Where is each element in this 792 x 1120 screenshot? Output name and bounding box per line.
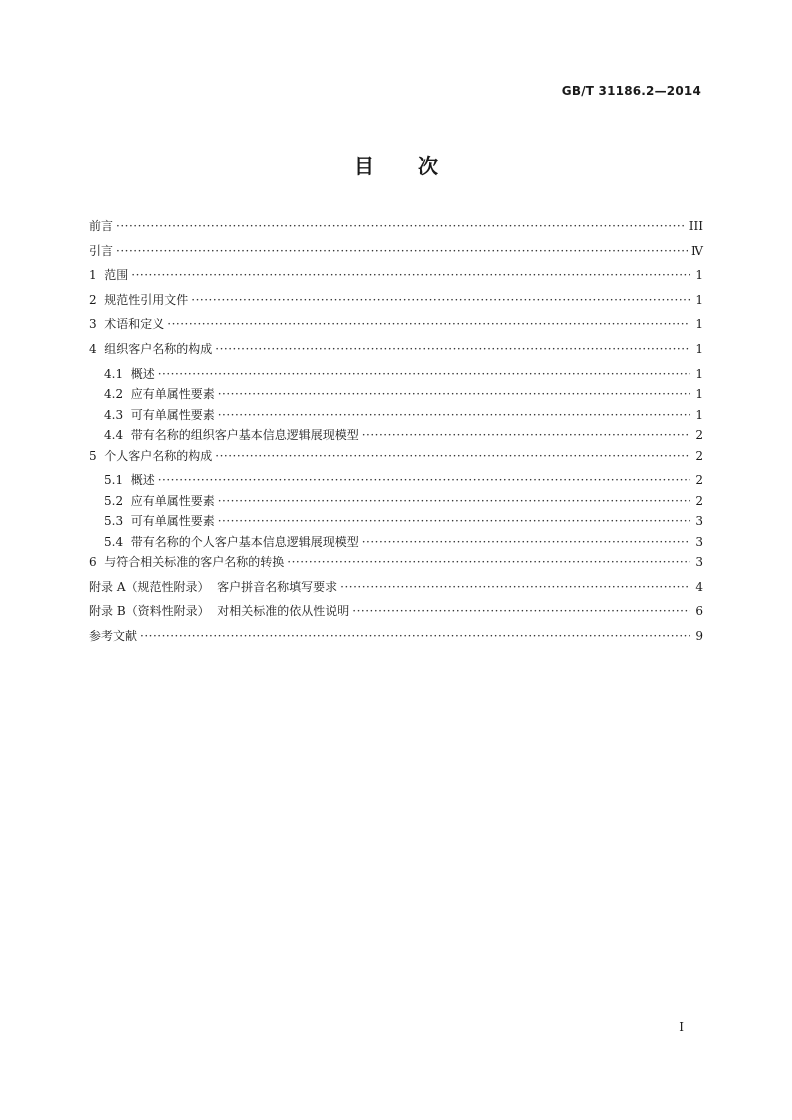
table-of-contents bbox=[89, 216, 703, 651]
toc-entry-page: 1 bbox=[695, 292, 703, 307]
toc-leader bbox=[158, 470, 690, 490]
toc-leader bbox=[218, 491, 690, 511]
page-number: I bbox=[679, 1020, 684, 1034]
toc-leader bbox=[158, 364, 690, 384]
toc-entry-page: Ⅳ bbox=[691, 243, 703, 258]
toc-entry-page: 2 bbox=[695, 428, 703, 443]
toc-entry[interactable] bbox=[89, 601, 703, 626]
toc-entry-label: 带有名称的组织客户基本信息逻辑展现模型 bbox=[130, 428, 359, 443]
toc-entry-page: 1 bbox=[695, 268, 703, 283]
toc-entry-page: 3 bbox=[695, 514, 703, 529]
toc-entry-page: 3 bbox=[695, 534, 703, 549]
toc-leader bbox=[362, 425, 690, 445]
toc-entry[interactable] bbox=[89, 241, 703, 266]
toc-entry-page: 2 bbox=[695, 473, 703, 488]
toc-subentry[interactable] bbox=[89, 364, 703, 385]
toc-leader bbox=[116, 216, 686, 236]
toc-entry-label: 个人客户名称的构成 bbox=[104, 448, 213, 463]
toc-entry[interactable] bbox=[89, 265, 703, 290]
toc-subentry[interactable] bbox=[89, 384, 703, 405]
toc-entry-number: 3 bbox=[89, 317, 105, 332]
toc-entry-label: 参考文献 bbox=[89, 628, 138, 643]
toc-entry-label: 规范性引用文件 bbox=[104, 292, 189, 307]
toc-entry[interactable] bbox=[89, 626, 703, 651]
toc-leader bbox=[218, 405, 690, 425]
title-char-1: 目 bbox=[354, 154, 374, 178]
toc-leader bbox=[218, 511, 690, 531]
toc-entry-label: 应有单属性要素 bbox=[130, 387, 215, 402]
toc-entry[interactable] bbox=[89, 290, 703, 315]
toc-entry-number: 5.4 bbox=[104, 534, 131, 549]
toc-entry-label: 附录 A（规范性附录） 客户拼音名称填写要求 bbox=[89, 579, 338, 594]
toc-entry-page: 3 bbox=[695, 555, 703, 570]
toc-entry-label: 概述 bbox=[130, 473, 155, 488]
toc-entry-label: 带有名称的个人客户基本信息逻辑展现模型 bbox=[130, 534, 359, 549]
toc-leader bbox=[131, 265, 690, 285]
toc-leader bbox=[287, 552, 690, 572]
toc-entry-label: 与符合相关标准的客户名称的转换 bbox=[104, 555, 285, 570]
toc-leader bbox=[215, 339, 690, 359]
toc-entry-number: 4.1 bbox=[104, 366, 131, 381]
toc-entry-number: 6 bbox=[89, 555, 105, 570]
toc-entry[interactable] bbox=[89, 446, 703, 471]
toc-subentry[interactable] bbox=[89, 532, 703, 553]
toc-entry[interactable] bbox=[89, 552, 703, 577]
toc-entry-label: 范围 bbox=[104, 268, 129, 283]
toc-entry-number: 4.4 bbox=[104, 428, 131, 443]
toc-leader bbox=[352, 601, 690, 621]
toc-leader bbox=[191, 290, 690, 310]
toc-leader bbox=[140, 626, 690, 646]
toc-entry-number: 5.2 bbox=[104, 493, 131, 508]
toc-entry-label: 可有单属性要素 bbox=[130, 407, 215, 422]
toc-subentry[interactable] bbox=[89, 425, 703, 446]
toc-entry[interactable] bbox=[89, 216, 703, 241]
toc-entry-page: 1 bbox=[695, 317, 703, 332]
toc-subentry[interactable] bbox=[89, 405, 703, 426]
toc-entry-page: 1 bbox=[695, 407, 703, 422]
toc-entry-page: 1 bbox=[695, 387, 703, 402]
toc-entry-number: 4.2 bbox=[104, 387, 131, 402]
toc-entry-number: 4 bbox=[89, 341, 105, 356]
toc-entry-label: 应有单属性要素 bbox=[130, 493, 215, 508]
toc-leader bbox=[167, 314, 690, 334]
toc-entry-page: 6 bbox=[695, 604, 703, 619]
toc-subentry[interactable] bbox=[89, 470, 703, 491]
toc-entry-label: 概述 bbox=[130, 366, 155, 381]
toc-leader bbox=[218, 384, 690, 404]
toc-entry-page: III bbox=[688, 219, 703, 233]
toc-entry-label: 前言 bbox=[89, 219, 114, 233]
toc-subentry[interactable] bbox=[89, 511, 703, 532]
page-title bbox=[0, 150, 792, 179]
toc-entry[interactable] bbox=[89, 314, 703, 339]
toc-leader bbox=[116, 241, 688, 261]
toc-leader bbox=[362, 532, 690, 552]
toc-entry-page: 1 bbox=[695, 341, 703, 356]
toc-entry-page: 4 bbox=[695, 579, 703, 594]
toc-leader bbox=[215, 446, 690, 466]
toc-leader bbox=[340, 577, 690, 597]
standard-code: GB/T 31186.2—2014 bbox=[561, 84, 701, 98]
toc-entry-number: 1 bbox=[89, 268, 105, 283]
toc-entry-number: 5.3 bbox=[104, 514, 131, 529]
toc-entry-number: 4.3 bbox=[104, 407, 131, 422]
toc-entry[interactable] bbox=[89, 339, 703, 364]
toc-entry-label: 附录 B（资料性附录） 对相关标准的依从性说明 bbox=[89, 604, 350, 619]
toc-entry-page: 1 bbox=[695, 366, 703, 381]
toc-entry[interactable] bbox=[89, 577, 703, 602]
toc-entry-number: 5 bbox=[89, 448, 105, 463]
toc-entry-label: 引言 bbox=[89, 243, 114, 258]
toc-entry-label: 组织客户名称的构成 bbox=[104, 341, 213, 356]
toc-subentry[interactable] bbox=[89, 491, 703, 512]
toc-entry-label: 术语和定义 bbox=[104, 317, 165, 332]
toc-entry-label: 可有单属性要素 bbox=[130, 514, 215, 529]
toc-entry-page: 9 bbox=[695, 628, 703, 643]
title-char-2: 次 bbox=[418, 154, 438, 178]
toc-entry-number: 2 bbox=[89, 292, 105, 307]
toc-entry-number: 5.1 bbox=[104, 473, 131, 488]
toc-entry-page: 2 bbox=[695, 493, 703, 508]
toc-entry-page: 2 bbox=[695, 448, 703, 463]
